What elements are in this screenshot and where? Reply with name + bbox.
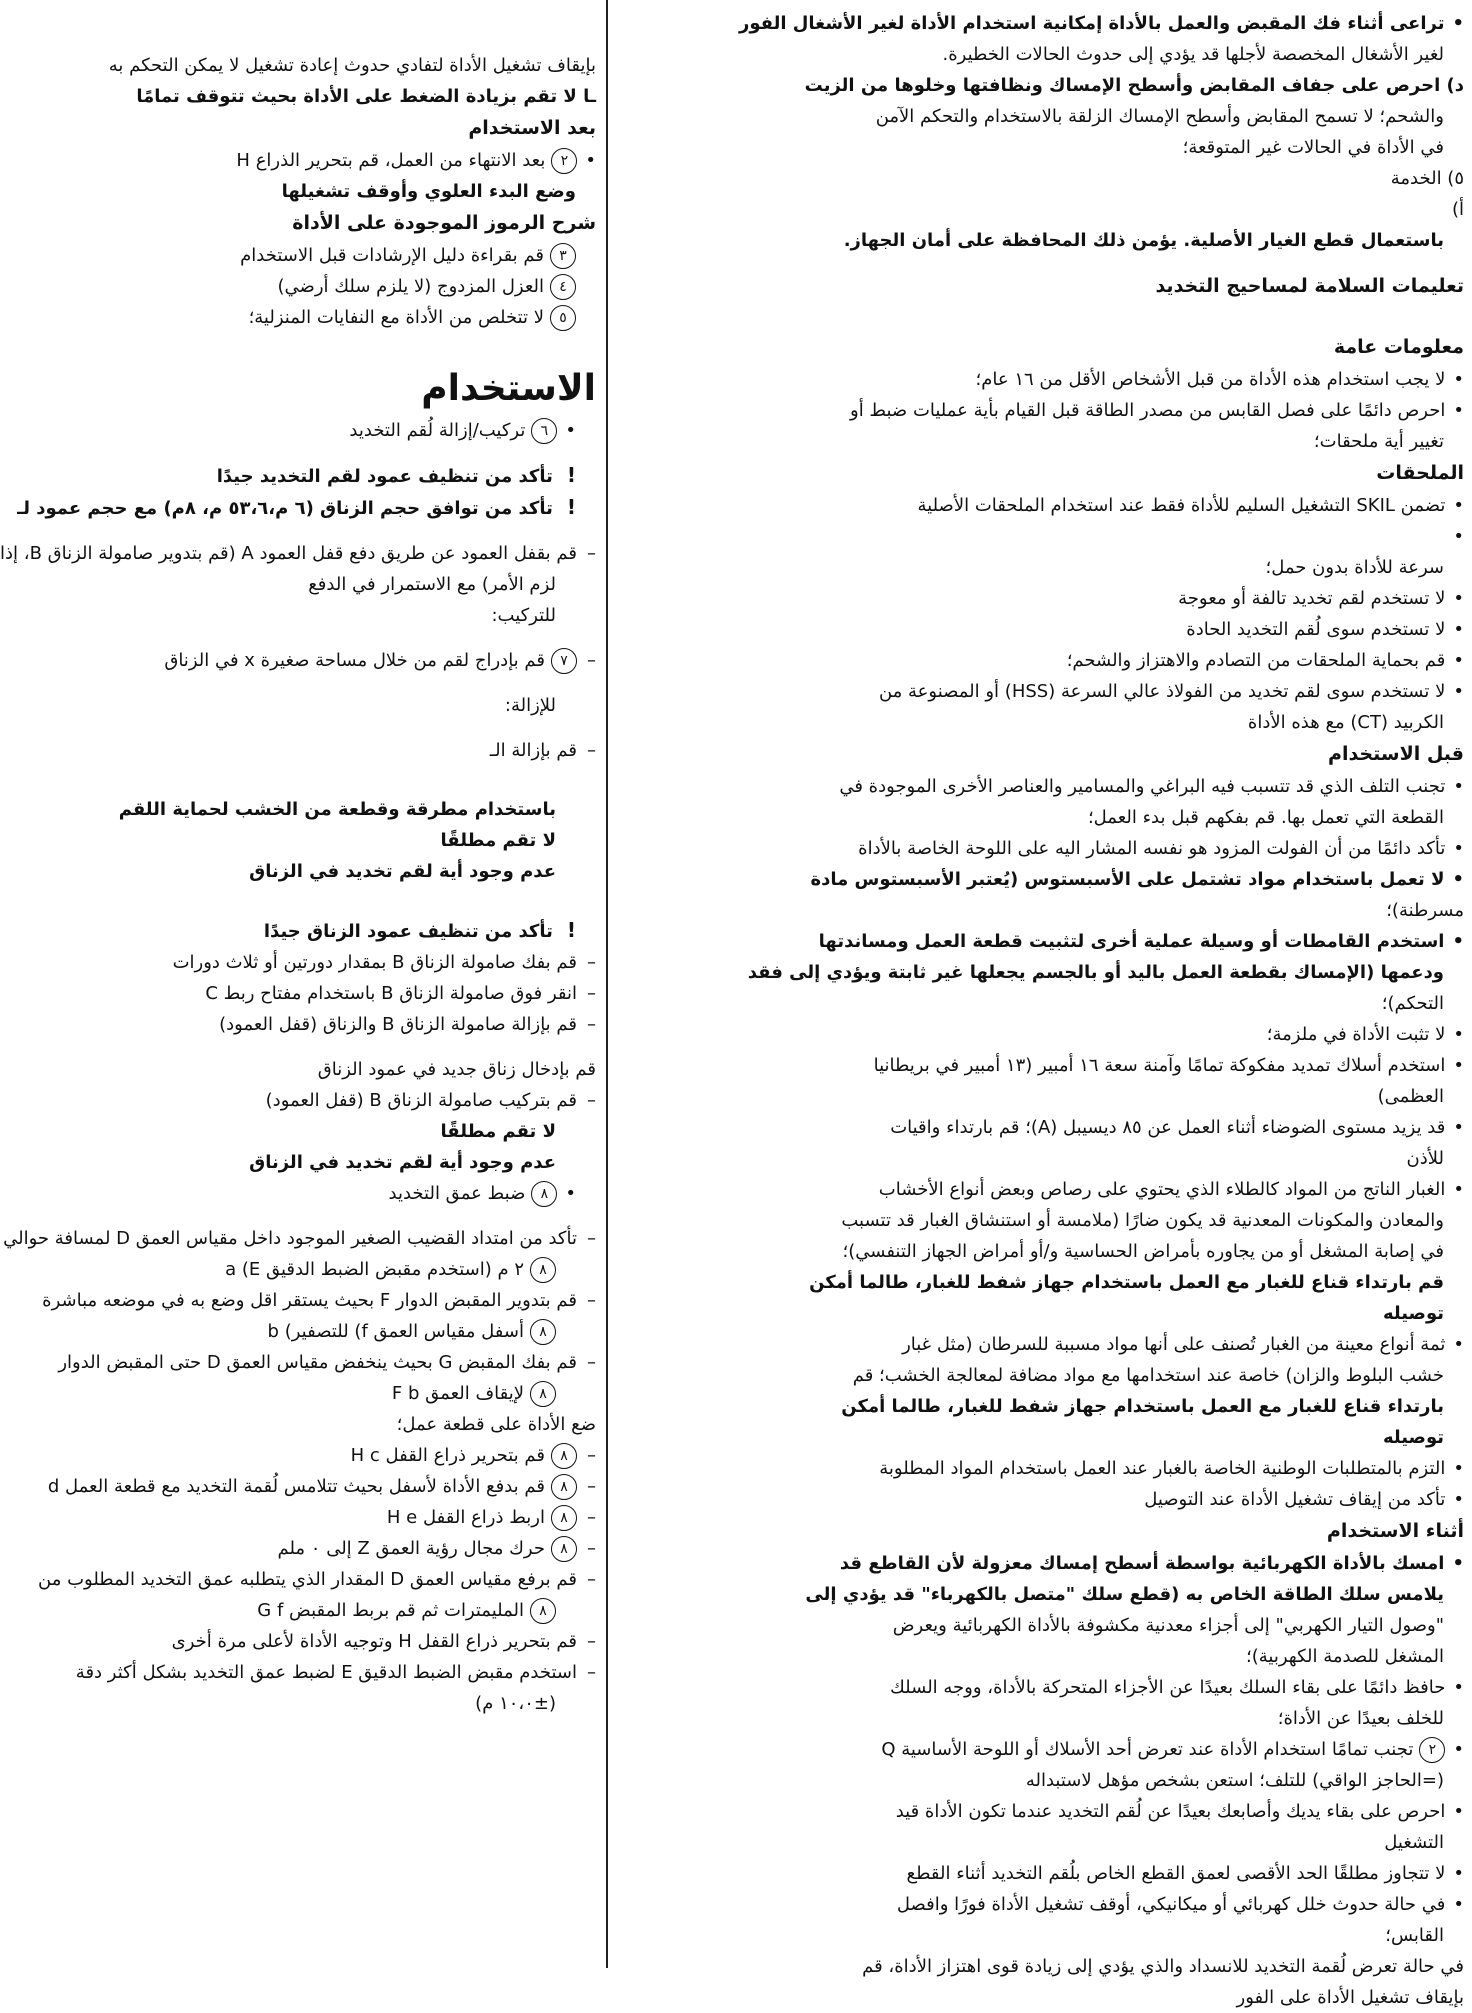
text-line [35, 690, 596, 721]
right-column [618, 8, 1464, 2013]
text-line [618, 1484, 1464, 1515]
text-line [35, 240, 596, 271]
text-line [35, 1533, 596, 1564]
text-line [3, 1223, 596, 1254]
line-text: القابس؛ [1385, 1925, 1444, 1946]
text-line [618, 1391, 1464, 1422]
figure-number-badge: ٨ [530, 1319, 556, 1345]
line-text: أسفل مقياس العمق f) للتصفير) b [267, 1321, 524, 1342]
line-text: قم برفع مقياس العمق D المقدار الذي يتطلبه عمق التخديد المطلوب من [38, 1569, 577, 1590]
text-line [618, 1205, 1464, 1236]
line-text: للأذن [1406, 1148, 1444, 1169]
line-text: قم بحماية الملحقات من التصادم والاهتزاز والشحم؛ [1066, 650, 1446, 671]
spacer [35, 887, 596, 915]
text-line [35, 271, 596, 302]
line-text: لا تستخدم سوى لقم تخديد من الفولاذ عالي السرعة (HSS) أو المصنوعة من [878, 681, 1446, 702]
section-heading [618, 738, 1464, 771]
line-text: خشب البلوط والزان) خاصة عند استخدامها مع مواد مضافة لمعالجة الخشب؛ قم [852, 1365, 1444, 1386]
line-text: أ) [1451, 199, 1464, 220]
text-line [35, 794, 596, 825]
text-line [618, 1920, 1464, 1951]
text-line [618, 1453, 1464, 1484]
text-line [618, 426, 1464, 457]
line-text: قم بدفع الأداة لأسفل بحيث تتلامس لُقمة التخديد مع قطعة العمل d [47, 1476, 545, 1497]
line-text: امسك بالأداة الكهربائية بواسطة أسطح إمساك معزولة لأن القاطع قد [839, 1553, 1445, 1574]
figure-number-badge: ٨ [530, 1257, 556, 1283]
text-line [35, 1595, 596, 1626]
text-line [618, 1889, 1464, 1920]
text-line [618, 163, 1464, 194]
section-heading [618, 457, 1464, 490]
text-line [0, 538, 596, 569]
spacer [35, 676, 596, 690]
line-text: بارتداء قناع للغبار مع العمل باستخدام جهاز شفط للغبار، طالما أمكن [841, 1396, 1444, 1417]
line-text: العظمى) [1377, 1086, 1444, 1107]
figure-number-badge: ٢ [1419, 1737, 1445, 1763]
line-text: في الأداة في الحالات غير المتوقعة؛ [1182, 137, 1444, 158]
line-text: أثناء الاستخدام [1326, 1520, 1464, 1542]
line-text: تأكد من تنظيف عمود الزناق جيدًا [263, 921, 553, 942]
section-heading [35, 207, 596, 240]
figure-number-badge: ٢ [551, 148, 577, 174]
line-text: تضمن SKIL التشغيل السليم للأداة فقط عند استخدام الملحقات الأصلية [917, 495, 1446, 516]
line-text: بإيقاف تشغيل الأداة لتفادي حدوث إعادة تشغيل لا يمكن التحكم به [108, 55, 596, 76]
section-heading [35, 112, 596, 145]
figure-number-badge: ٨ [530, 1598, 556, 1624]
line-text: ٢ م (استخدم مقبض الضبط الدقيق E) a [225, 1259, 524, 1280]
text-line [618, 1267, 1464, 1298]
line-text: قم بقفل العمود عن طريق دفع قفل العمود A (قم بتدوير صامولة الزناق B، إذا [0, 543, 577, 564]
text-line [35, 1085, 596, 1116]
text-line [618, 583, 1464, 614]
spacer [35, 766, 596, 794]
line-text: عدم وجود أية لقم تخديد في الزناق [249, 1152, 556, 1173]
text-line [618, 1579, 1464, 1610]
text-line [35, 735, 596, 766]
text-line [618, 39, 1464, 70]
text-line [618, 1858, 1464, 1889]
text-line [618, 8, 1464, 39]
text-line [618, 1298, 1464, 1329]
text-line [618, 194, 1464, 225]
line-text: في حالة تعرض لُقمة التخديد للانسداد والذي يؤدي إلى زيادة قوى اهتزاز الأداة، قم [862, 1956, 1464, 1977]
line-text: باستخدام مطرقة وقطعة من الخشب لحماية اللقم [118, 799, 556, 820]
line-text: التشغيل [1384, 1832, 1444, 1853]
line-text: قم بتحرير ذراع القفل H c [350, 1445, 545, 1466]
text-line [35, 1178, 596, 1209]
text-line [35, 176, 596, 207]
line-text: قم بتحرير ذراع القفل H وتوجيه الأداة لأعلى مرة أخرى [171, 1631, 577, 1652]
text-line [35, 569, 596, 600]
line-text: قم بإدراج لقم من خلال مساحة صغيرة x في الزناق [164, 650, 545, 671]
text-line [618, 802, 1464, 833]
line-text: تأكد من تنظيف عمود لقم التخديد جيدًا [216, 466, 553, 487]
line-text: استخدم مقبض الضبط الدقيق E لضبط عمق التخديد بشكل أكثر دقة [75, 1662, 577, 1683]
line-text: قم بارتداء قناع للغبار مع العمل باستخدام جهاز شفط للغبار، طالما أمكن [809, 1272, 1444, 1293]
text-line [618, 395, 1464, 426]
line-text: الاستخدام [421, 368, 596, 409]
line-text: د) احرص على جفاف المقابض وأسطح الإمساك ونظافتها وخلوها من الزيت [804, 75, 1464, 96]
line-text: لإيقاف العمق F b [391, 1383, 524, 1404]
text-line [618, 1236, 1464, 1267]
line-text: بعد الاستخدام [468, 117, 596, 139]
text-line [35, 1316, 596, 1347]
text-line [618, 101, 1464, 132]
text-line [618, 1827, 1464, 1858]
spacer [618, 303, 1464, 331]
left-column [0, 50, 596, 1719]
text-line [618, 1019, 1464, 1050]
spacer [35, 721, 596, 735]
line-text: حافظ دائمًا على بقاء السلك بعيدًا عن الأجزاء المتحركة بالأداة، ووجه السلك [890, 1677, 1446, 1698]
line-text: "وصول التيار الكهربي" إلى أجزاء معدنية مكشوفة بالأداة الكهربائية ويعرض [892, 1615, 1444, 1636]
line-text: ضبط عمق التخديد [388, 1183, 526, 1204]
line-text: قم بإدخال زناق جديد في عمود الزناق [317, 1059, 596, 1080]
text-line [618, 645, 1464, 676]
line-text: قد يزيد مستوى الضوضاء أثناء العمل عن ٨٥ ديسيبل (A)؛ قم بارتداء واقيات [890, 1117, 1446, 1138]
text-line [618, 225, 1464, 256]
text-line [35, 1502, 596, 1533]
text-line [35, 1116, 596, 1147]
text-line [35, 1440, 596, 1471]
line-text: انقر فوق صامولة الزناق B باستخدام مفتاح ربط C [205, 983, 577, 1004]
text-line [35, 915, 596, 947]
text-line [35, 947, 596, 978]
line-text: تأكد من امتداد القضيب الصغير الموجود داخل مقياس العمق D لمسافة حوالي [3, 1228, 577, 1249]
line-text: احرص على بقاء يديك وأصابعك بعيدًا عن لُقم التخديد عندما تكون الأداة قيد [895, 1801, 1446, 1822]
text-line [618, 1081, 1464, 1112]
text-line [35, 1347, 596, 1378]
figure-number-badge: ٨ [530, 1381, 556, 1407]
line-text: التزم بالمتطلبات الوطنية الخاصة بالغبار عند العمل باستخدام المواد المطلوبة [879, 1458, 1446, 1479]
line-text: الكربيد (CT) مع هذه الأداة [1247, 712, 1444, 733]
text-line [618, 1982, 1464, 2013]
text-line [618, 1765, 1464, 1796]
text-line [618, 926, 1464, 957]
figure-number-badge: ٤ [550, 274, 576, 300]
figure-number-badge: ٥ [550, 305, 576, 331]
text-line [618, 1548, 1464, 1579]
line-text: ٥) الخدمة [1390, 168, 1464, 189]
line-text: توصيله [1382, 1427, 1444, 1448]
figure-number-badge: ٧ [551, 648, 577, 674]
spacer [618, 256, 1464, 270]
line-text: القطعة التي تعمل بها. قم بفكهم قبل بدء العمل؛ [1087, 807, 1444, 828]
line-text: ودعمها (الإمساك بقطعة العمل باليد أو بالجسم يجعلها غير ثابتة ويؤدي إلى فقد [747, 962, 1444, 983]
line-text: معلومات عامة [1333, 336, 1464, 358]
text-line [618, 1672, 1464, 1703]
figure-number-badge: ٣ [550, 243, 576, 269]
text-line [618, 1174, 1464, 1205]
line-text: تركيب/إزالة لُقم التخديد [349, 420, 526, 441]
text-line [618, 521, 1464, 552]
line-text: استخدم القامطات أو وسيلة عملية أخرى لتثبيت قطعة العمل ومساندتها [818, 931, 1445, 952]
line-text: تأكد دائمًا من أن الفولت المزود هو نفسه المشار اليه على اللوحة الخاصة بالأداة [858, 838, 1446, 859]
text-line [35, 415, 596, 446]
column-divider [606, 0, 608, 1968]
line-text: في حالة حدوث خلل كهربائي أو ميكانيكي، أوقف تشغيل الأداة فورًا وافصل [896, 1894, 1446, 1915]
line-text: لا تتخلص من الأداة مع النفايات المنزلية؛ [248, 307, 544, 328]
line-text: ثمة أنواع معينة من الغبار تُصنف على أنها مواد مسببة للسرطان (مثل غبار [902, 1334, 1446, 1355]
spacer [35, 1209, 596, 1223]
line-text: والشحم؛ لا تسمح المقابض وأسطح الإمساك الزلقة بالاستخدام والتحكم الآمن [875, 106, 1444, 127]
text-line [618, 1610, 1464, 1641]
text-line [35, 978, 596, 1009]
line-text: يلامس سلك الطاقة الخاص به (قطع سلك "متصل بالكهرباء" قد يؤدي إلى [805, 1584, 1444, 1605]
text-line [618, 1703, 1464, 1734]
text-line [618, 1360, 1464, 1391]
text-line [35, 1626, 596, 1657]
line-text: قم بتركيب صامولة الزناق B (قفل العمود) [265, 1090, 577, 1111]
text-line [35, 645, 596, 676]
line-text: الغبار الناتج من المواد كالطلاء الذي يحتوي على رصاص وبعض أنواع الأخشاب [878, 1179, 1446, 1200]
section-heading [35, 365, 596, 413]
spacer [35, 524, 596, 538]
line-text: المليمترات ثم قم بربط المقبض G f [257, 1600, 524, 1621]
line-text: العزل المزدوج (لا يلزم سلك أرضي) [277, 276, 544, 297]
line-text: لا تستخدم لقم تخديد تالفة أو معوجة [1178, 588, 1446, 609]
text-line [35, 825, 596, 856]
line-text: لا تقم مطلقًا [440, 830, 556, 851]
line-text: قبل الاستخدام [1328, 743, 1464, 765]
line-text: للتركيب: [491, 605, 556, 626]
text-line [35, 1054, 596, 1085]
text-line [35, 81, 596, 112]
line-text: شرح الرموز الموجودة على الأداة [292, 212, 596, 234]
line-text: اربط ذراع القفل H e [386, 1507, 545, 1528]
line-text: قم بإزالة الـ [489, 740, 577, 761]
line-text: (=الحاجز الواقي) للتلف؛ استعن بشخص مؤهل لاستبداله [1025, 1770, 1444, 1791]
text-line [618, 957, 1464, 988]
text-line [35, 302, 596, 333]
text-line [35, 856, 596, 887]
line-text: تغيير أية ملحقات؛ [1313, 431, 1444, 452]
figure-number-badge: ٨ [551, 1474, 577, 1500]
line-text: لا تقم مطلقًا [440, 1121, 556, 1142]
line-text: احرص دائمًا على فصل القابس من مصدر الطاقة قبل القيام بأية عمليات ضبط أو [850, 400, 1446, 421]
line-text: بإيقاف تشغيل الأداة على الفور [1236, 1987, 1464, 2008]
line-text: باستعمال قطع الغيار الأصلية. يؤمن ذلك المحافظة على أمان الجهاز. [843, 230, 1444, 251]
line-text: لا تتجاوز مطلقًا الحد الأقصى لعمق القطع الخاص بلُقم التخديد أثناء القطع [906, 1863, 1446, 1884]
section-heading [618, 331, 1464, 364]
line-text: تجنب التلف الذي قد تتسبب فيه البراغي والمسامير والعناصر الأخرى الموجودة في [839, 776, 1446, 797]
text-line [618, 490, 1464, 521]
text-line [618, 864, 1464, 895]
text-line [35, 1564, 596, 1595]
text-line [618, 1112, 1464, 1143]
text-line [618, 1641, 1464, 1672]
text-line [35, 460, 596, 492]
line-text: تعليمات السلامة لمساحيج التخديد [1155, 275, 1464, 297]
line-text: قم بإزالة صامولة الزناق B والزناق (قفل العمود) [219, 1014, 577, 1035]
text-line [618, 70, 1464, 101]
figure-number-badge: ٨ [531, 1181, 557, 1207]
section-heading [618, 1515, 1464, 1548]
text-line [35, 1147, 596, 1178]
text-line [35, 1409, 596, 1440]
spacer [35, 631, 596, 645]
text-line [35, 1657, 596, 1688]
text-line [618, 707, 1464, 738]
line-text: بعد الانتهاء من العمل، قم بتحرير الذراع H [236, 150, 546, 171]
text-line [35, 1471, 596, 1502]
line-text: لا تعمل باستخدام مواد تشتمل على الأسبستوس (يُعتبر الأسبستوس مادة [810, 869, 1445, 890]
text-line [618, 552, 1464, 583]
text-line [17, 492, 596, 524]
line-text: تأكد من إيقاف تشغيل الأداة عند التوصيل [1144, 1489, 1446, 1510]
text-line [618, 1329, 1464, 1360]
line-text: الملحقات [1376, 462, 1464, 484]
line-text: للإزالة: [504, 695, 556, 716]
line-text: توصيله [1382, 1303, 1444, 1324]
text-line [618, 771, 1464, 802]
line-text: (±١٠،٠ م) [475, 1693, 556, 1714]
text-line [35, 1254, 596, 1285]
line-text: والمعادن والمكونات المعدنية قد يكون ضارًا (ملامسة أو استنشاق الغبار قد تتسبب [841, 1210, 1444, 1231]
line-text: قم بفك صامولة الزناق B بمقدار دورتين أو ثلاث دورات [172, 952, 577, 973]
line-text: لا تثبت الأداة في ملزمة؛ [1266, 1024, 1446, 1045]
spacer [35, 446, 596, 460]
figure-number-badge: ٨ [551, 1505, 577, 1531]
text-line [618, 1734, 1464, 1765]
line-text: تجنب تمامًا استخدام الأداة عند تعرض أحد الأسلاك أو اللوحة الأساسية Q [881, 1739, 1414, 1760]
figure-number-badge: ٦ [531, 418, 557, 444]
section-heading [618, 270, 1464, 303]
line-text: سرعة للأداة بدون حمل؛ [1265, 557, 1444, 578]
line-text: لزم الأمر) مع الاستمرار في الدفع [308, 574, 556, 595]
line-text: عدم وجود أية لقم تخديد في الزناق [249, 861, 556, 882]
line-text: حرك مجال رؤية العمق Z إلى ٠ ملم [277, 1538, 545, 1559]
line-text: ـا لا تقم بزيادة الضغط على الأداة بحيث تتوقف تمامًا [136, 86, 596, 107]
line-text: قم بتدوير المقبض الدوار F بحيث يستقر اقل وضع به في موضعه مباشرة [42, 1290, 577, 1311]
line-text: مسرطنة)؛ [1386, 900, 1464, 921]
text-line [35, 145, 596, 176]
line-text: قم بفك المقبض G بحيث ينخفض مقياس العمق D حتى المقبض الدوار [58, 1352, 577, 1373]
text-line [618, 1050, 1464, 1081]
line-text: لا يجب استخدام هذه الأداة من قبل الأشخاص الأقل من ١٦ عام؛ [975, 369, 1446, 390]
text-line [35, 1378, 596, 1409]
text-line [35, 1285, 596, 1316]
line-text: المشغل للصدمة الكهربية)؛ [1246, 1646, 1444, 1667]
line-text: تراعى أثناء فك المقبض والعمل بالأداة إمكانية استخدام الأداة لغير الأشغال الفور [738, 13, 1445, 34]
line-text: تأكد من توافق حجم الزناق (٦ م،٥٣،٦ م، ٨م) مع حجم عمود لـ [17, 498, 553, 519]
line-text: للخلف بعيدًا عن الأداة؛ [1277, 1708, 1444, 1729]
line-text: استخدم أسلاك تمديد مفكوكة تمامًا وآمنة سعة ١٦ أمبير (١٣ أمبير في بريطانيا [873, 1055, 1446, 1076]
text-line [618, 833, 1464, 864]
text-line [618, 676, 1464, 707]
line-text: ضع الأداة على قطعة عمل؛ [396, 1414, 596, 1435]
line-text: في إصابة المشغل أو من يجاوره بأمراض الحساسية و/أو أمراض الجهاز التنفسي)؛ [842, 1241, 1444, 1262]
text-line [618, 895, 1464, 926]
line-text: وضع البدء العلوي وأوقف تشغيلها [281, 181, 576, 202]
text-line [618, 1422, 1464, 1453]
text-line [618, 1143, 1464, 1174]
text-line [35, 50, 596, 81]
spacer [35, 1040, 596, 1054]
text-line [618, 988, 1464, 1019]
text-line [618, 132, 1464, 163]
figure-number-badge: ٨ [551, 1443, 577, 1469]
line-text: التحكم)؛ [1381, 993, 1444, 1014]
text-line [35, 1009, 596, 1040]
figure-number-badge: ٨ [551, 1536, 577, 1562]
text-line [618, 614, 1464, 645]
line-text: لغير الأشغال المخصصة لأجلها قد يؤدي إلى حدوث الحالات الخطيرة. [942, 44, 1444, 65]
line-text: لا تستخدم سوى لُقم التخديد الحادة [1186, 619, 1446, 640]
text-line [618, 1796, 1464, 1827]
text-line [35, 600, 596, 631]
line-text: قم بقراءة دليل الإرشادات قبل الاستخدام [240, 245, 544, 266]
text-line [618, 1951, 1464, 1982]
text-line [618, 364, 1464, 395]
text-line [35, 1688, 596, 1719]
